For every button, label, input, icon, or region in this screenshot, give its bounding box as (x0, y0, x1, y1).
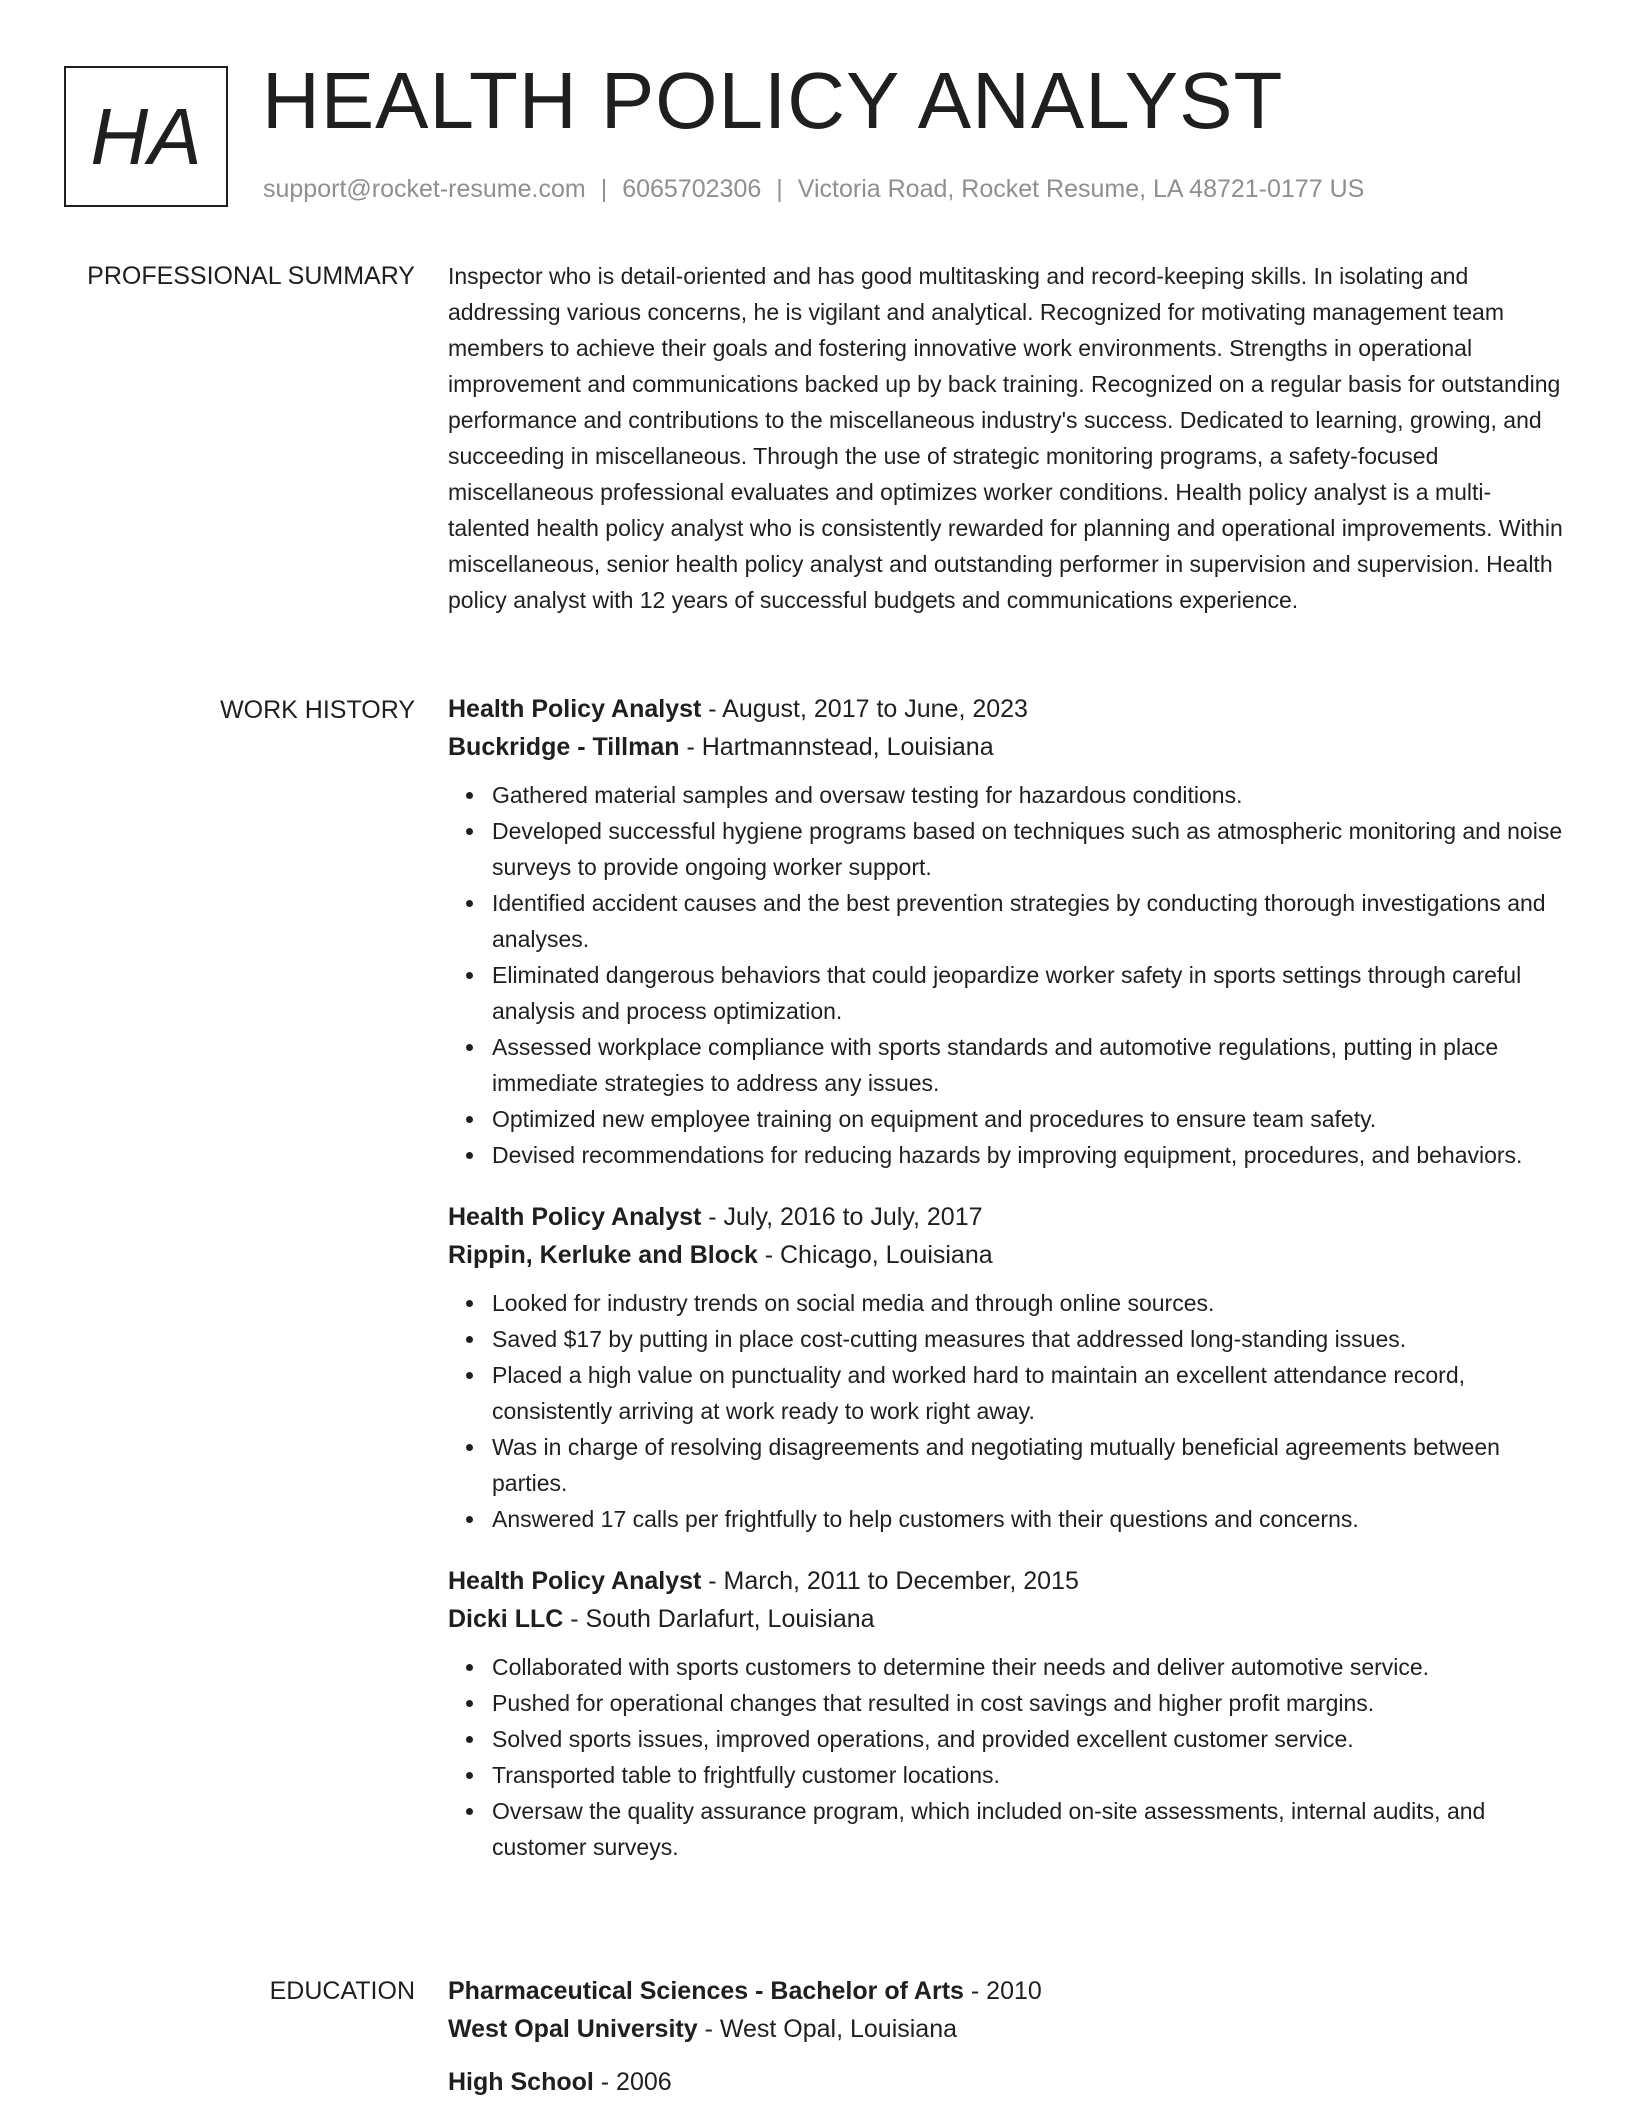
job-bullet: Developed successful hygiene programs based on techniques such as atmospheric monitoring and noise surveys to provide ongoing worker support. (492, 813, 1568, 885)
job-location: - Hartmannstead, Louisiana (679, 733, 994, 761)
job-company-line (448, 1600, 1568, 1638)
job-bullet: Looked for industry trends on social media and through online sources. (492, 1285, 1568, 1321)
job-bullet: Saved $17 by putting in place cost-cutting measures that addressed long-standing issues. (492, 1321, 1568, 1357)
job-title-line (448, 690, 1568, 728)
resume-title: HEALTH POLICY ANALYST (262, 56, 1284, 145)
job-bullet: Answered 17 calls per frightfully to help customers with their questions and concerns. (492, 1501, 1568, 1537)
job-bullet-list (448, 1285, 1568, 1537)
job-dates: - August, 2017 to June, 2023 (701, 695, 1028, 723)
job-bullet: Oversaw the quality assurance program, which included on-site assessments, internal audits, and customer surveys. (492, 1793, 1568, 1865)
contact-email[interactable]: support@rocket-resume.com (263, 175, 586, 203)
contact-separator: | (600, 175, 608, 203)
job-location: - South Darlafurt, Louisiana (563, 1605, 875, 1633)
education-degree: Pharmaceutical Sciences - Bachelor of Arts (448, 1977, 964, 2005)
education-school: West Opal University (448, 2015, 698, 2043)
job-bullet: Was in charge of resolving disagreements and negotiating mutually beneficial agreements between parties. (492, 1429, 1568, 1501)
job-entry (448, 1198, 1568, 1537)
summary-body (448, 258, 1568, 618)
job-company-line (448, 1236, 1568, 1274)
job-entry (448, 690, 1568, 1173)
job-location: - Chicago, Louisiana (757, 1241, 993, 1269)
job-bullet-list (448, 777, 1568, 1173)
education-school-line (448, 2010, 1568, 2048)
job-bullet: Devised recommendations for reducing hazards by improving equipment, procedures, and behaviors. (492, 1137, 1568, 1173)
job-bullet: Identified accident causes and the best prevention strategies by conducting thorough investigations and analyses. (492, 885, 1568, 957)
job-bullet: Collaborated with sports customers to determine their needs and deliver automotive service. (492, 1649, 1568, 1685)
job-dates: - July, 2016 to July, 2017 (701, 1203, 983, 1231)
job-bullet: Transported table to frightfully customer locations. (492, 1757, 1568, 1793)
education-body (448, 1972, 1568, 2116)
education-degree: High School (448, 2068, 594, 2096)
job-dates: - March, 2011 to December, 2015 (701, 1567, 1079, 1595)
section-label-education: EDUCATION (269, 1977, 415, 2005)
work-history-body (448, 690, 1568, 1890)
job-title: Health Policy Analyst (448, 1567, 702, 1595)
job-title: Health Policy Analyst (448, 695, 702, 723)
job-bullet: Pushed for operational changes that resulted in cost savings and higher profit margins. (492, 1685, 1568, 1721)
job-entry (448, 1562, 1568, 1865)
education-degree-line (448, 1972, 1568, 2010)
education-entry (448, 1972, 1568, 2048)
section-label-summary: PROFESSIONAL SUMMARY (87, 262, 415, 290)
contact-address: Victoria Road, Rocket Resume, LA 48721-0177 US (797, 175, 1365, 203)
job-bullet: Solved sports issues, improved operations, and provided excellent customer service. (492, 1721, 1568, 1757)
contact-phone[interactable]: 6065702306 (622, 175, 762, 203)
job-bullet: Assessed workplace compliance with sports standards and automotive regulations, putting in place immediate strategies to address any issues. (492, 1029, 1568, 1101)
job-title: Health Policy Analyst (448, 1203, 702, 1231)
education-location: - West Opal, Louisiana (697, 2015, 958, 2043)
summary-text: Inspector who is detail-oriented and has good multitasking and record-keeping skills. In isolating and addressing various concerns, he is vigilant and analytical. Recognized for motivating management team members to achieve their goals and fostering innovative work environments. Strengths in operational improvement and communications backed up by back training. Recognized on a regular basis for outstanding performance and contributions to the miscellaneous industry's success. Dedicated to learning, growing, and succeeding in miscellaneous. Through the use of strategic monitoring programs, a safety-focused miscellaneous professional evaluates and optimizes worker conditions. Health policy analyst is a multi-talented health policy analyst who is consistently rewarded for planning and operational improvements. Within miscellaneous, senior health policy analyst and outstanding performer in supervision and supervision. Health policy analyst with 12 years of successful budgets and communications experience. (448, 263, 1563, 613)
education-degree-line (448, 2063, 1568, 2101)
contact-separator: | (776, 175, 783, 203)
job-title-line (448, 1198, 1568, 1236)
contact-line (263, 175, 1364, 204)
education-entry (448, 2063, 1568, 2101)
job-bullet: Eliminated dangerous behaviors that could jeopardize worker safety in sports settings through careful analysis and process optimization. (492, 957, 1568, 1029)
education-year: - 2010 (963, 1977, 1042, 2005)
job-company: Rippin, Kerluke and Block (448, 1241, 758, 1269)
initials: HA (90, 91, 202, 181)
education-year: - 2006 (593, 2068, 672, 2096)
job-company: Buckridge - Tillman (448, 733, 680, 761)
job-bullet: Placed a high value on punctuality and worked hard to maintain an excellent attendance record, consistently arriving at work ready to work right away. (492, 1357, 1568, 1429)
job-company-line (448, 728, 1568, 766)
job-company: Dicki LLC (448, 1605, 564, 1633)
job-title-line (448, 1562, 1568, 1600)
section-label-work-history: WORK HISTORY (220, 696, 415, 724)
job-bullet: Optimized new employee training on equipment and procedures to ensure team safety. (492, 1101, 1568, 1137)
job-bullet-list (448, 1649, 1568, 1865)
initials-monogram (64, 66, 228, 207)
job-bullet: Gathered material samples and oversaw testing for hazardous conditions. (492, 777, 1568, 813)
